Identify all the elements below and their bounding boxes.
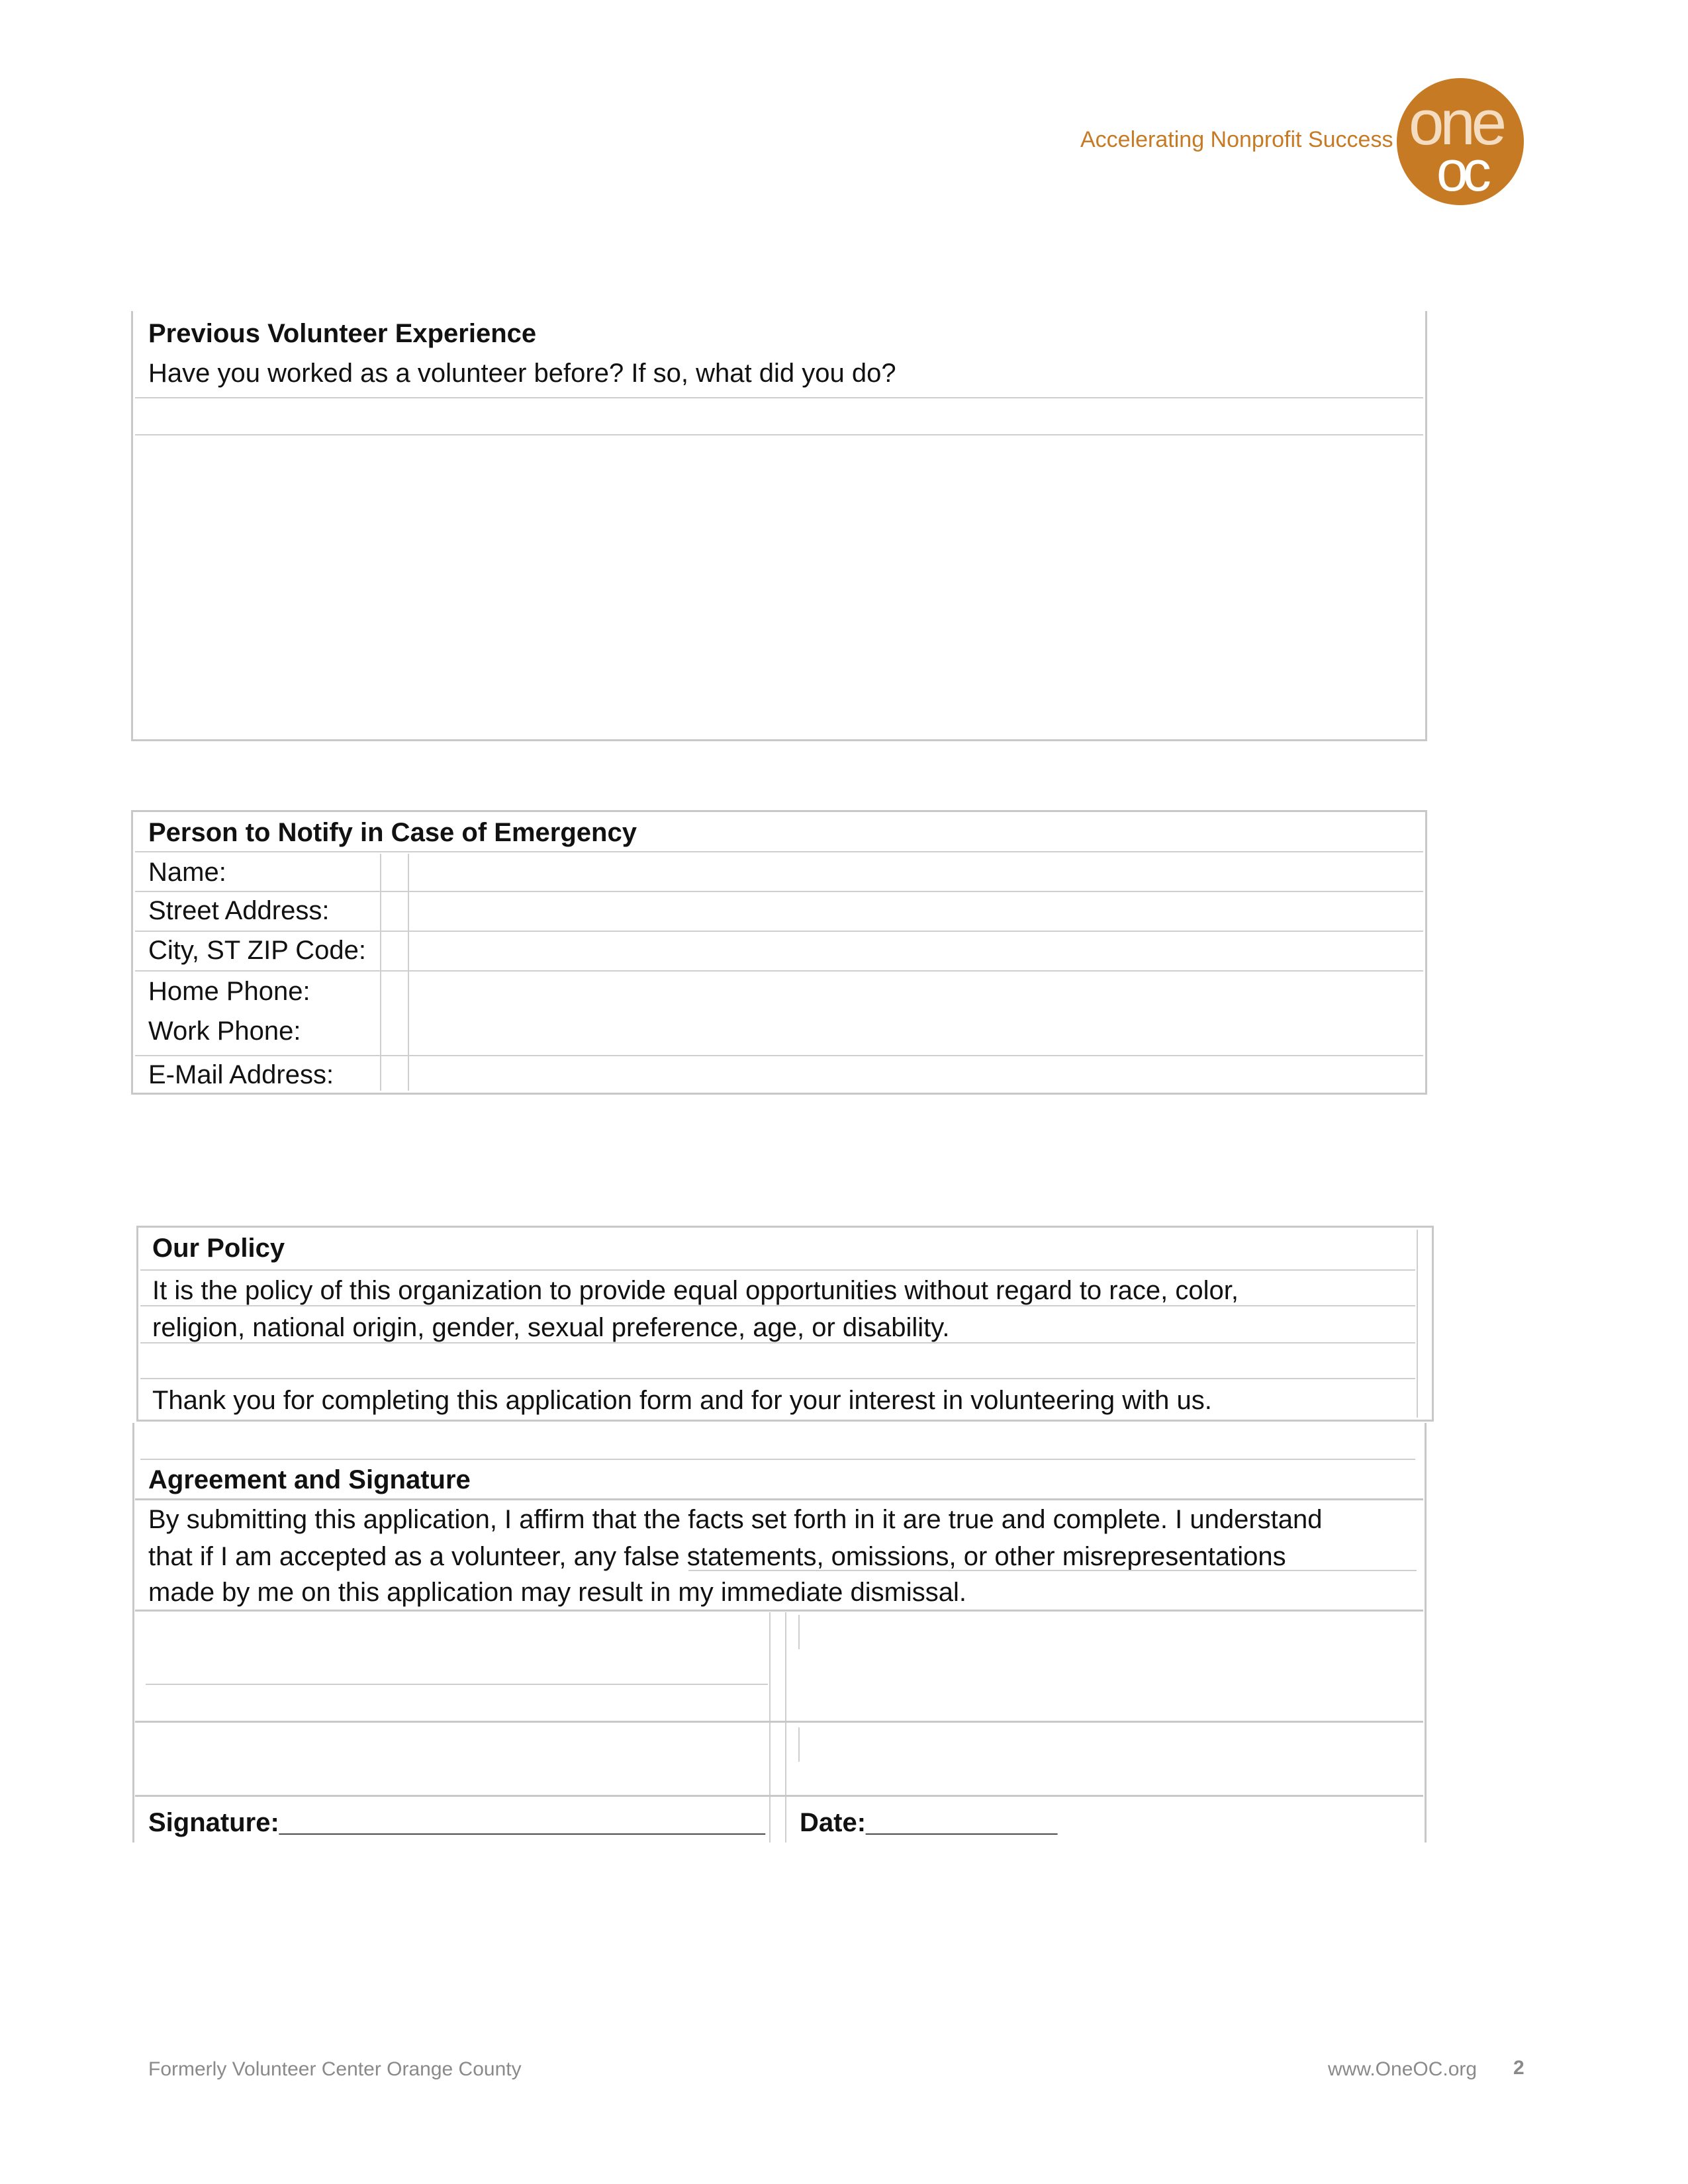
page-number: 2 [1513, 2057, 1524, 2079]
column-divider [785, 1612, 786, 1843]
email-address-label: E-Mail Address: [148, 1060, 334, 1089]
logo-text-top: one [1409, 87, 1503, 158]
city-state-zip-input[interactable] [410, 933, 1421, 969]
agreement-title: Agreement and Signature [148, 1465, 471, 1494]
divider [135, 1498, 1423, 1500]
column-divider [769, 1612, 771, 1843]
policy-title: Our Policy [152, 1234, 285, 1263]
street-address-label: Street Address: [148, 896, 330, 925]
policy-thanks: Thank you for completing this application form and for your interest in volunteering with us. [152, 1386, 1212, 1415]
divider [688, 1570, 1417, 1571]
name-input[interactable] [410, 854, 1421, 889]
divider [140, 1269, 1415, 1271]
home-phone-label: Home Phone: [148, 977, 310, 1006]
divider [135, 931, 1423, 932]
date-field[interactable]: Date:_____________ [800, 1808, 1058, 1837]
policy-line-2: religion, national origin, gender, sexual preference, age, or disability. [152, 1313, 950, 1342]
divider [135, 397, 1423, 398]
section-border [132, 1423, 134, 1843]
street-address-input[interactable] [410, 893, 1421, 929]
divider [135, 891, 1423, 892]
agreement-line-2: that if I am accepted as a volunteer, any false statements, omissions, or other misrepresentations [148, 1542, 1286, 1571]
agreement-line-3: made by me on this application may result in my immediate dismissal. [148, 1578, 967, 1607]
divider [140, 1459, 1415, 1460]
work-phone-label: Work Phone: [148, 1017, 301, 1046]
divider [140, 1378, 1415, 1379]
name-label: Name: [148, 858, 226, 887]
email-address-input[interactable] [410, 1058, 1421, 1091]
oneoc-logo [1397, 78, 1524, 205]
signature-field[interactable]: Signature:_________________________________ [148, 1808, 765, 1837]
column-divider [1417, 1230, 1418, 1418]
divider [135, 851, 1423, 852]
column-divider [380, 854, 381, 1091]
volunteer-experience-title: Previous Volunteer Experience [148, 319, 537, 348]
policy-line-1: It is the policy of this organization to provide equal opportunities without regard to race, color, [152, 1276, 1239, 1305]
divider [146, 1684, 768, 1685]
column-divider [798, 1615, 800, 1649]
divider [140, 1342, 1415, 1343]
logo-text-bottom: oc [1436, 140, 1486, 203]
emergency-title: Person to Notify in Case of Emergency [148, 818, 637, 847]
column-divider [408, 854, 409, 1091]
work-phone-input[interactable] [410, 1013, 1421, 1054]
section-border [1425, 1423, 1427, 1843]
tagline: Accelerating Nonprofit Success [1080, 127, 1393, 152]
city-state-zip-label: City, ST ZIP Code: [148, 936, 367, 965]
divider [135, 1721, 1423, 1723]
volunteer-experience-question: Have you worked as a volunteer before? If so, what did you do? [148, 359, 896, 388]
divider [135, 970, 1423, 972]
volunteer-experience-answer[interactable] [136, 437, 1422, 736]
home-phone-input[interactable] [410, 973, 1421, 1010]
divider [135, 1795, 1423, 1797]
divider [135, 1610, 1423, 1612]
footer-url[interactable]: www.OneOC.org [1328, 2058, 1477, 2080]
divider [140, 1305, 1415, 1306]
footer-formerly: Formerly Volunteer Center Orange County [148, 2058, 522, 2080]
column-divider [798, 1727, 800, 1762]
divider [135, 1055, 1423, 1056]
divider [135, 434, 1423, 435]
agreement-line-1: By submitting this application, I affirm that the facts set forth in it are true and complete. I understand [148, 1505, 1323, 1534]
